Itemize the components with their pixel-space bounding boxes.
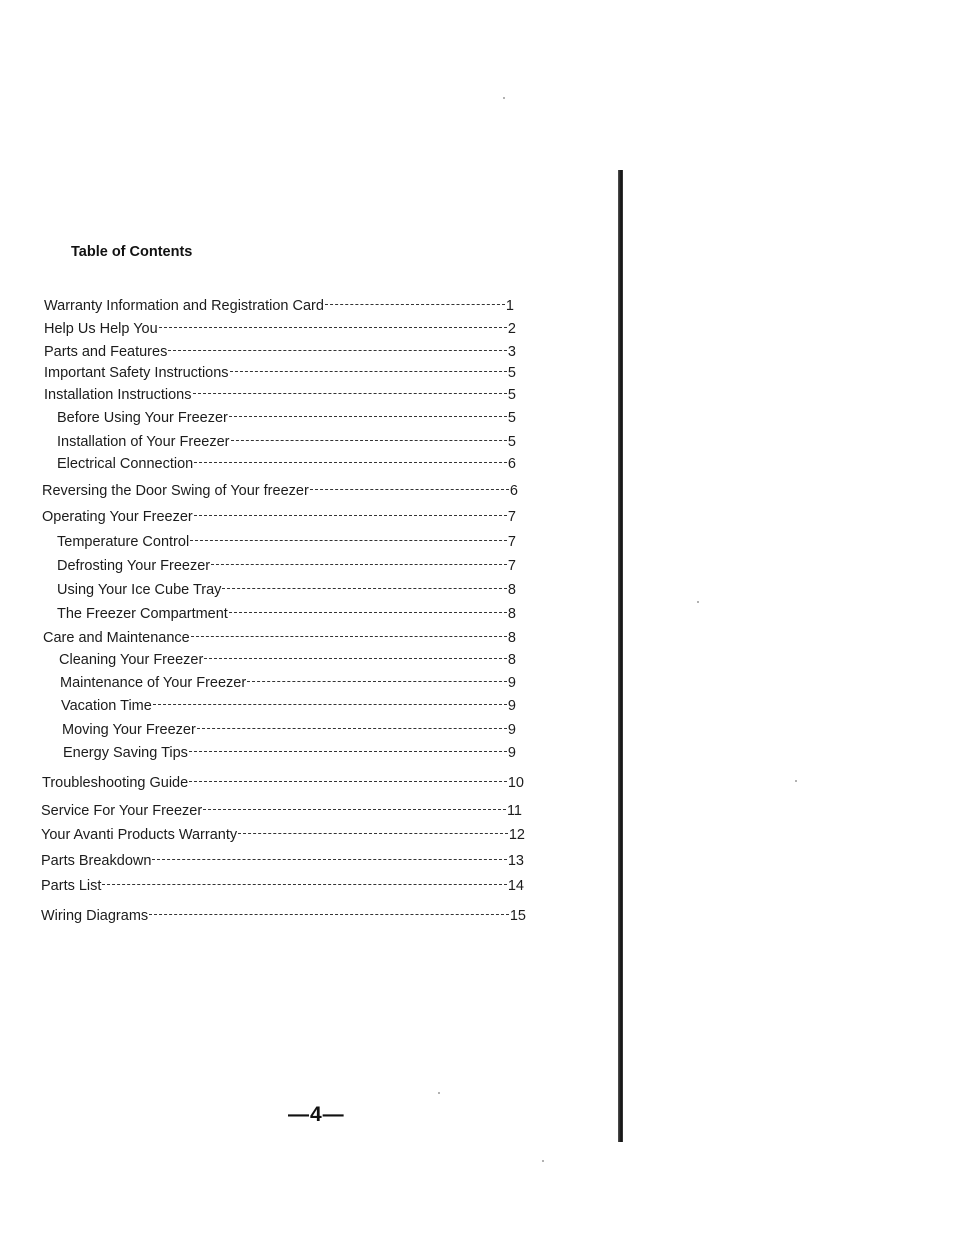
- toc-entry-page: 9: [507, 675, 516, 691]
- toc-entry-page: 12: [508, 827, 525, 843]
- toc-entry-label: Before Using Your Freezer: [57, 410, 228, 426]
- toc-entry-label: Operating Your Freezer: [42, 509, 193, 525]
- toc-entry-label: Vacation Time: [61, 698, 152, 714]
- toc-entry-label: The Freezer Compartment: [57, 606, 228, 622]
- toc-entry-label: Parts and Features: [44, 344, 168, 360]
- toc-dot-leader: [153, 692, 507, 710]
- toc-entry: [59, 646, 516, 669]
- toc-entry-label: Using Your Ice Cube Tray: [57, 582, 222, 598]
- toc-entry-label: Electrical Connection: [57, 456, 194, 472]
- toc-dot-leader: [310, 477, 509, 495]
- toc-entry-label: Wiring Diagrams: [41, 908, 149, 924]
- page-number: —4—: [288, 1103, 345, 1126]
- toc-entry-page: 7: [507, 509, 516, 525]
- toc-entry: [41, 797, 522, 820]
- toc-entry: [63, 739, 516, 762]
- toc-entry: [60, 669, 516, 692]
- toc-entry-page: 5: [507, 365, 516, 381]
- toc-entry-page: 8: [507, 606, 516, 622]
- scan-speck: [542, 1160, 544, 1162]
- toc-dot-leader: [203, 797, 506, 815]
- toc-entry-page: 6: [509, 483, 518, 499]
- toc-dot-leader: [102, 872, 506, 890]
- toc-dot-leader: [204, 646, 507, 664]
- toc-entry-page: 11: [506, 803, 522, 819]
- toc-entry: [44, 338, 516, 361]
- toc-entry: [41, 872, 524, 895]
- toc-entry: [44, 381, 516, 404]
- toc-entry-label: Moving Your Freezer: [62, 722, 196, 738]
- toc-entry: [57, 450, 516, 473]
- toc-entry: [41, 847, 524, 870]
- toc-entry-page: 7: [507, 534, 516, 550]
- toc-dot-leader: [325, 292, 505, 310]
- page-title: Table of Contents: [71, 244, 193, 260]
- toc-entry-label: Parts Breakdown: [41, 853, 152, 869]
- toc-dot-leader: [222, 576, 506, 594]
- toc-entry-page: 14: [507, 878, 524, 894]
- toc-entry: [57, 600, 516, 623]
- toc-entry-label: Cleaning Your Freezer: [59, 652, 204, 668]
- toc-entry-page: 3: [507, 344, 516, 360]
- toc-entry-label: Your Avanti Products Warranty: [41, 827, 238, 843]
- toc-entry: [41, 902, 526, 925]
- scan-speck: [503, 97, 505, 99]
- toc-entry-label: Care and Maintenance: [43, 630, 190, 646]
- scan-speck: [697, 601, 699, 603]
- toc-entry-page: 5: [507, 434, 516, 450]
- toc-dot-leader: [231, 428, 507, 446]
- toc-entry-label: Service For Your Freezer: [41, 803, 203, 819]
- toc-entry-label: Important Safety Instructions: [44, 365, 229, 381]
- toc-entry: [41, 821, 525, 844]
- toc-dot-leader: [238, 821, 508, 839]
- toc-entry-label: Defrosting Your Freezer: [57, 558, 211, 574]
- toc-entry: [57, 552, 516, 575]
- toc-dot-leader: [159, 315, 507, 333]
- toc-entry-label: Help Us Help You: [44, 321, 158, 337]
- toc-dot-leader: [190, 528, 507, 546]
- toc-entry-label: Troubleshooting Guide: [42, 775, 189, 791]
- toc-entry-page: 6: [507, 456, 516, 472]
- toc-entry-label: Warranty Information and Registration Card: [44, 298, 324, 314]
- toc-entry-label: Energy Saving Tips: [63, 745, 188, 761]
- toc-dot-leader: [194, 450, 507, 468]
- toc-dot-leader: [189, 739, 507, 757]
- toc-dot-leader: [193, 381, 507, 399]
- toc-dot-leader: [189, 769, 507, 787]
- toc-dot-leader: [211, 552, 507, 570]
- toc-entry-page: 2: [507, 321, 516, 337]
- toc-dot-leader: [197, 716, 507, 734]
- toc-entry: [57, 428, 516, 451]
- toc-entry: [44, 359, 516, 382]
- toc-entry-label: Parts List: [41, 878, 102, 894]
- toc-entry-page: 1: [505, 298, 514, 314]
- toc-entry-page: 9: [507, 745, 516, 761]
- toc-entry: [61, 692, 516, 715]
- toc-entry-page: 8: [507, 582, 516, 598]
- toc-entry-page: 7: [507, 558, 516, 574]
- toc-entry: [57, 528, 516, 551]
- toc-entry-page: 5: [507, 387, 516, 403]
- toc-dot-leader: [230, 359, 507, 377]
- toc-entry-page: 15: [509, 908, 526, 924]
- toc-entry: [57, 576, 516, 599]
- toc-entry: [42, 769, 524, 792]
- toc-entry: [57, 404, 516, 427]
- toc-entry: [42, 503, 516, 526]
- toc-dot-leader: [194, 503, 507, 521]
- scan-speck: [438, 1092, 440, 1094]
- toc-entry: [44, 292, 514, 315]
- toc-dot-leader: [247, 669, 507, 687]
- toc-entry-label: Temperature Control: [57, 534, 190, 550]
- toc-entry-page: 5: [507, 410, 516, 426]
- toc-entry-page: 8: [507, 630, 516, 646]
- scan-speck: [795, 780, 797, 782]
- toc-entry: [62, 716, 516, 739]
- toc-dot-leader: [229, 404, 507, 422]
- toc-dot-leader: [168, 338, 507, 356]
- toc-entry: [44, 315, 516, 338]
- toc-entry-page: 8: [507, 652, 516, 668]
- binding-edge: [618, 170, 623, 1142]
- toc-entry-label: Reversing the Door Swing of Your freezer: [42, 483, 309, 499]
- toc-entry-page: 13: [507, 853, 524, 869]
- toc-entry-page: 9: [507, 698, 516, 714]
- toc-entry: [42, 477, 518, 500]
- toc-entry-label: Installation Instructions: [44, 387, 192, 403]
- toc-dot-leader: [149, 902, 509, 920]
- toc-entry-page: 10: [507, 775, 524, 791]
- toc-entry: [43, 624, 516, 647]
- toc-entry-label: Installation of Your Freezer: [57, 434, 230, 450]
- toc-dot-leader: [191, 624, 507, 642]
- toc-dot-leader: [229, 600, 507, 618]
- toc-dot-leader: [152, 847, 506, 865]
- toc-entry-page: 9: [507, 722, 516, 738]
- toc-entry-label: Maintenance of Your Freezer: [60, 675, 247, 691]
